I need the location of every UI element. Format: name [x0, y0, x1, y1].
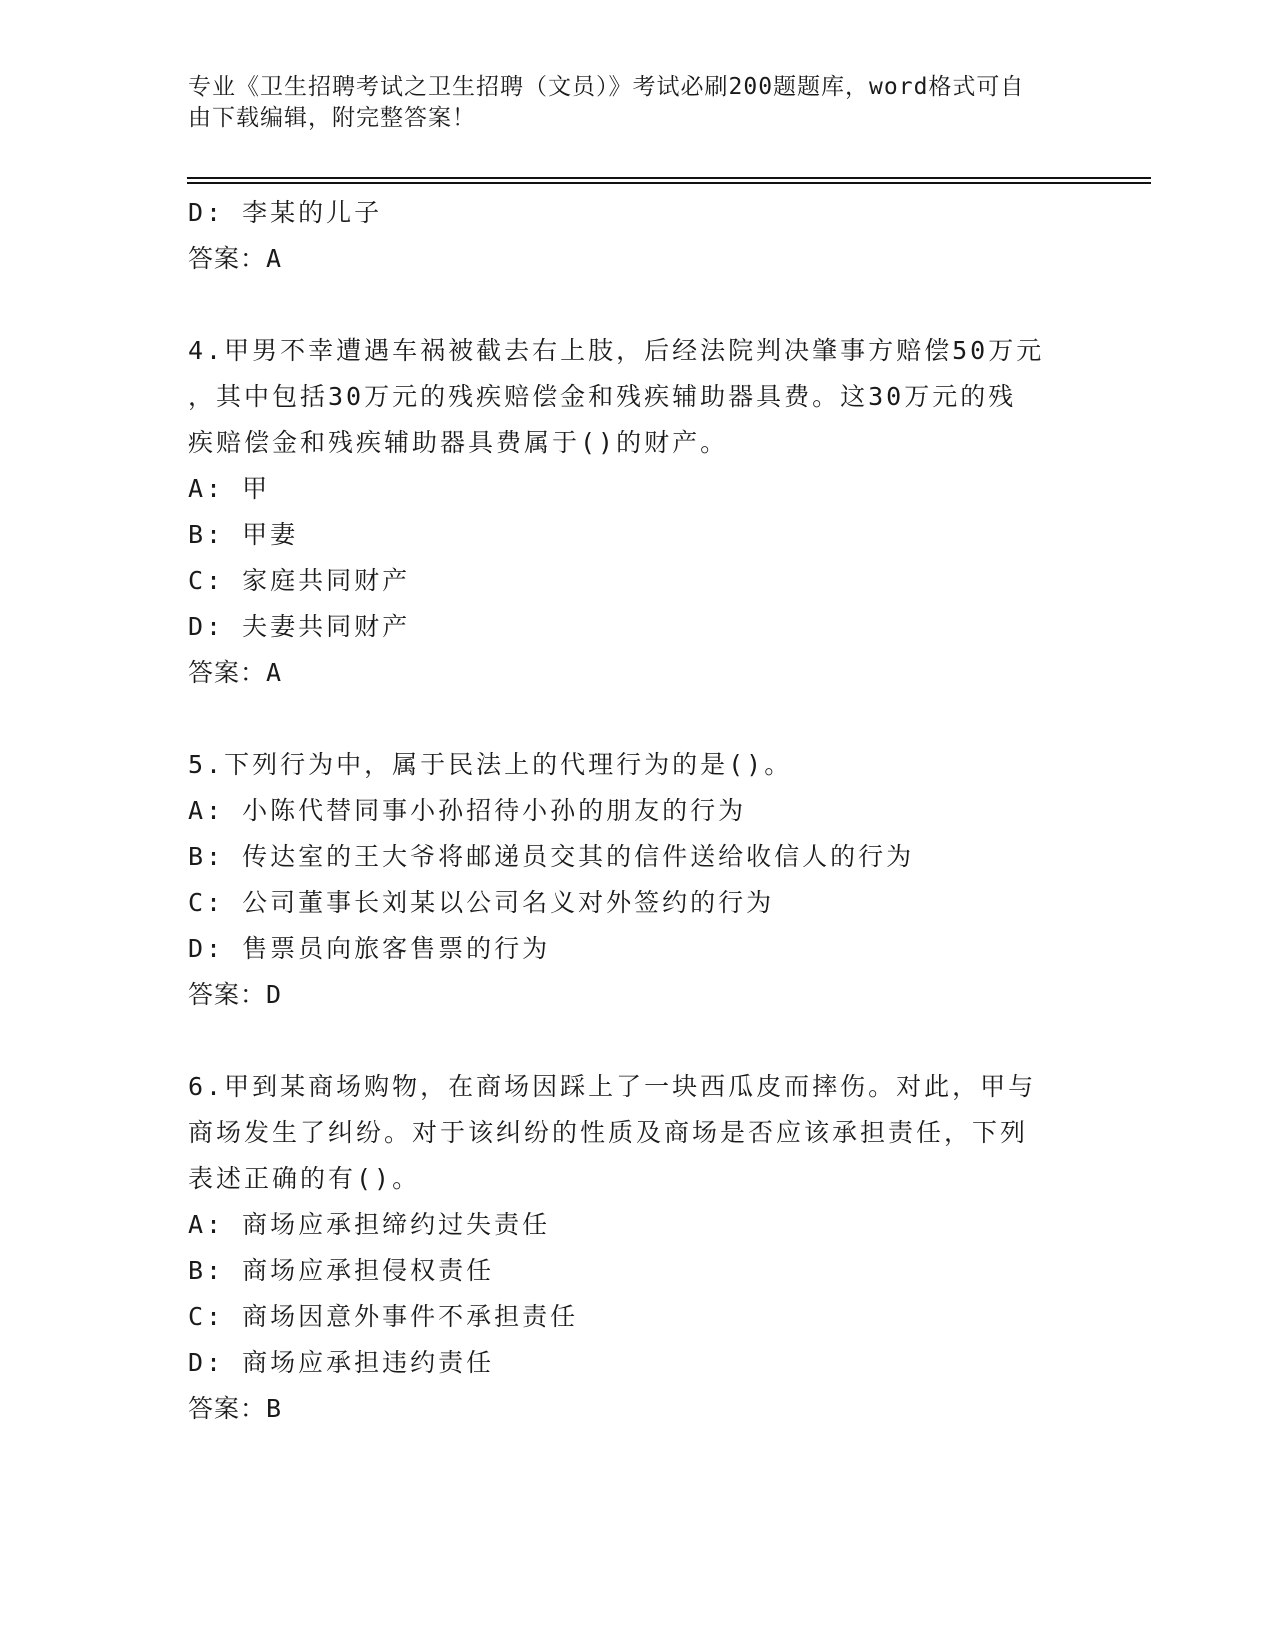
option-a: A: 小陈代替同事小孙招待小孙的朋友的行为: [188, 796, 747, 825]
question-stem-line: 商场发生了纠纷。对于该纠纷的性质及商场是否应该承担责任，下列: [188, 1118, 1029, 1147]
header-divider-bottom: [187, 182, 1151, 184]
answer-line: 答案：A: [188, 658, 283, 687]
option-b: B: 商场应承担侵权责任: [188, 1256, 495, 1285]
document-header: [188, 72, 1088, 134]
option-d: D: 李某的儿子: [188, 198, 383, 227]
answer-line: 答案：B: [188, 1394, 283, 1423]
document-body: [188, 190, 1088, 1432]
question-4: [188, 328, 1088, 696]
prev-question-tail: [188, 190, 1088, 282]
spacer: [188, 1018, 1088, 1064]
question-stem-line: ，其中包括30万元的残疾赔偿金和残疾辅助器具费。这30万元的残: [188, 382, 1017, 411]
header-divider-top: [187, 177, 1151, 179]
option-d: D: 商场应承担违约责任: [188, 1348, 495, 1377]
option-b: B: 传达室的王大爷将邮递员交其的信件送给收信人的行为: [188, 842, 915, 871]
answer-line: 答案：A: [188, 244, 283, 273]
option-c: C: 家庭共同财产: [188, 566, 411, 595]
question-6: [188, 1064, 1088, 1432]
question-stem-line: 表述正确的有()。: [188, 1164, 421, 1193]
option-a: A: 商场应承担缔约过失责任: [188, 1210, 551, 1239]
option-a: A: 甲: [188, 474, 271, 503]
header-line-1: 专业《卫生招聘考试之卫生招聘（文员）》考试必刷200题题库，word格式可自: [188, 74, 1025, 100]
question-stem-line: 4.甲男不幸遭遇车祸被截去右上肢，后经法院判决肇事方赔偿50万元: [188, 336, 1045, 365]
option-c: C: 商场因意外事件不承担责任: [188, 1302, 579, 1331]
question-stem-line: 疾赔偿金和残疾辅助器具费属于()的财产。: [188, 428, 729, 457]
question-stem-line: 6.甲到某商场购物，在商场因踩上了一块西瓜皮而摔伤。对此，甲与: [188, 1072, 1037, 1101]
question-5: [188, 742, 1088, 1018]
question-stem-line: 5.下列行为中，属于民法上的代理行为的是()。: [188, 750, 793, 779]
header-line-2: 由下载编辑，附完整答案！: [188, 105, 476, 131]
option-b: B: 甲妻: [188, 520, 299, 549]
spacer: [188, 696, 1088, 742]
option-c: C: 公司董事长刘某以公司名义对外签约的行为: [188, 888, 775, 917]
answer-line: 答案：D: [188, 980, 283, 1009]
option-d: D: 售票员向旅客售票的行为: [188, 934, 551, 963]
option-d: D: 夫妻共同财产: [188, 612, 411, 641]
spacer: [188, 282, 1088, 328]
